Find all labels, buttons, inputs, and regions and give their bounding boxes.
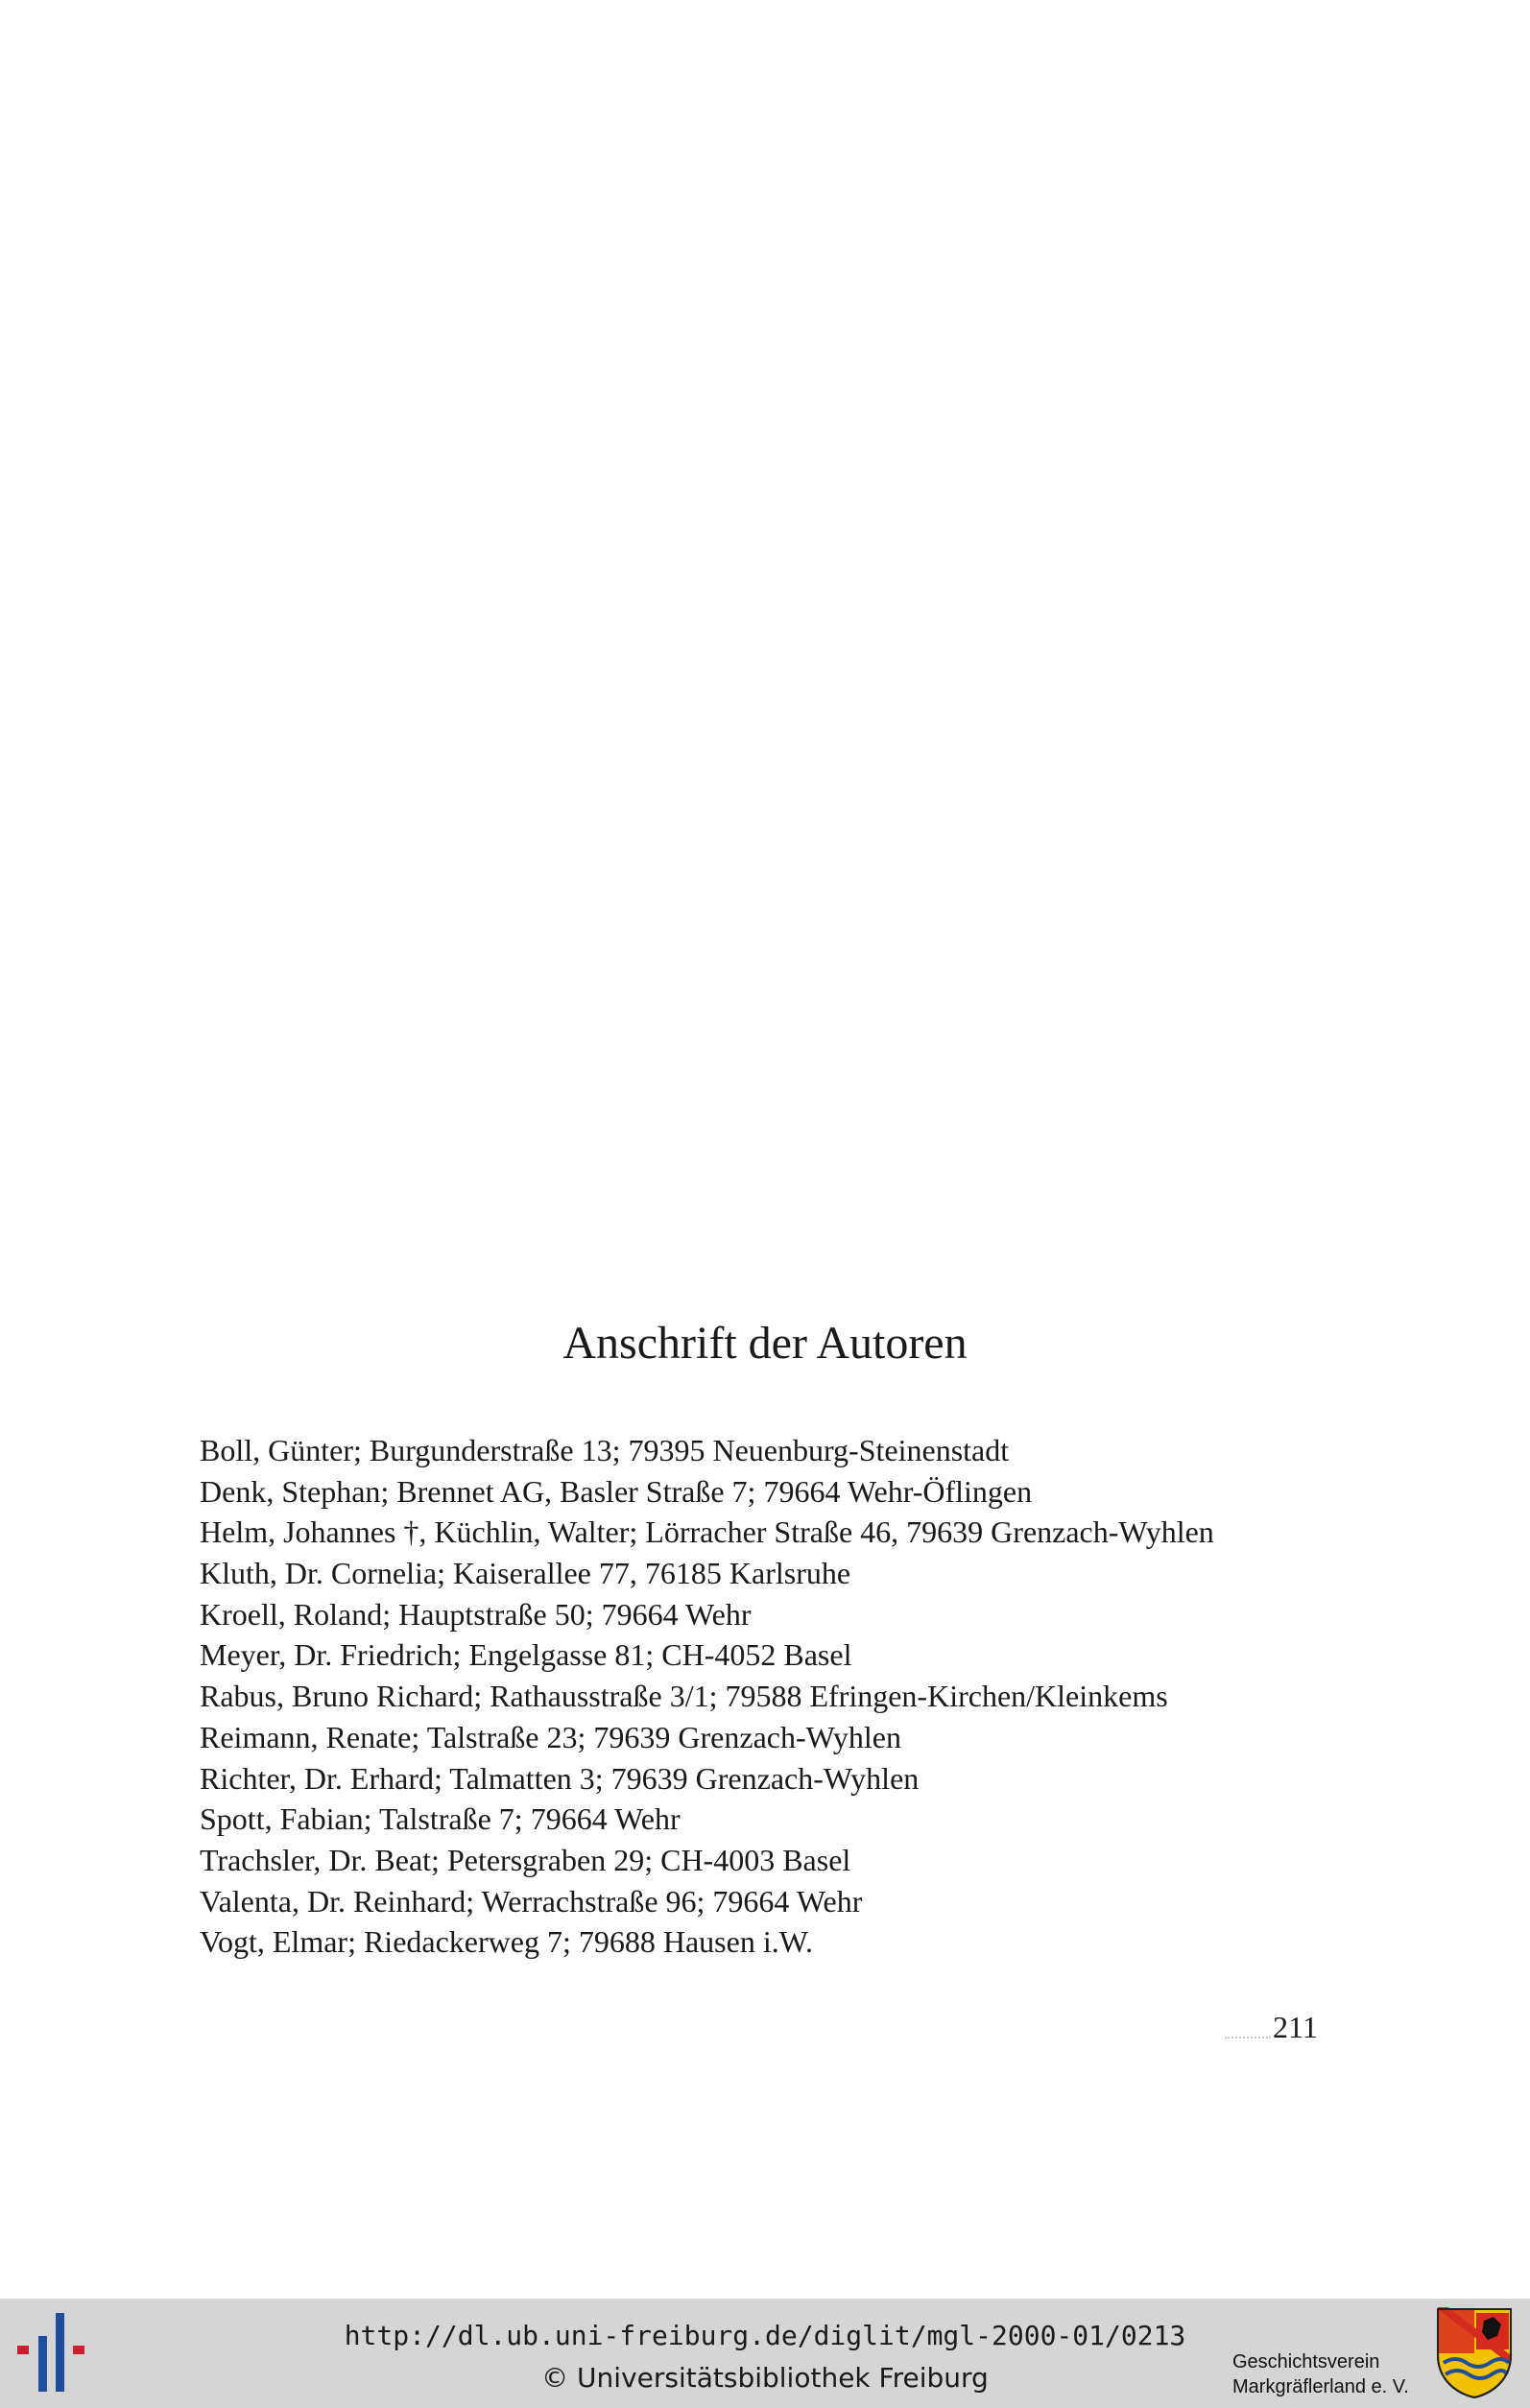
society-name-line2: Markgräflerland e. V. [1232, 2376, 1409, 2397]
footer-url-link[interactable]: http://dl.ub.uni-freiburg.de/diglit/mgl-2000-01/0213 [344, 2320, 1186, 2351]
list-item: Spott, Fabian; Talstraße 7; 79664 Wehr [200, 1801, 681, 1837]
list-item: Rabus, Bruno Richard; Rathausstraße 3/1; 79588 Efringen-Kirchen/Kleinkems [200, 1679, 1168, 1714]
society-name-line1: Geschichtsverein [1232, 2351, 1380, 2372]
list-item: Richter, Dr. Erhard; Talmatten 3; 79639 Grenzach-Wyhlen [200, 1760, 920, 1796]
page-title: Anschrift der Autoren [562, 1318, 968, 1369]
list-item: Boll, Günter; Burgunderstraße 13; 79395 Neuenburg-Steinenstadt [200, 1433, 1010, 1467]
list-item: Valenta, Dr. Reinhard; Werrachstraße 96; 79664 Wehr [200, 1883, 863, 1919]
list-item: Kluth, Dr. Cornelia; Kaiserallee 77, 76185 Karlsruhe [200, 1556, 851, 1591]
list-item: Reimann, Renate; Talstraße 23; 79639 Grenzach-Wyhlen [200, 1719, 901, 1754]
coat-of-arms-icon [1436, 2307, 1513, 2399]
list-item: Denk, Stephan; Brennet AG, Basler Straße 7; 79664 Wehr-Öflingen [200, 1473, 1033, 1509]
list-item: Trachsler, Dr. Beat; Petersgraben 29; CH-4003 Basel [200, 1842, 851, 1877]
society-name [1232, 2349, 1409, 2399]
list-item: Vogt, Elmar; Riedackerweg 7; 79688 Hausen i.W. [200, 1924, 813, 1960]
page-number-rule [1225, 2037, 1271, 2038]
list-item: Kroell, Roland; Hauptstraße 50; 79664 Wehr [200, 1596, 752, 1632]
author-list [200, 1430, 1214, 1963]
page-number: 211 [1273, 2010, 1318, 2044]
footer-copyright: © Universitätsbibliothek Freiburg [541, 2362, 989, 2394]
list-item: Meyer, Dr. Friedrich; Engelgasse 81; CH-4052 Basel [200, 1637, 852, 1673]
list-item: Helm, Johannes †, Küchlin, Walter; Lörracher Straße 46, 79639 Grenzach-Wyhlen [200, 1514, 1214, 1550]
